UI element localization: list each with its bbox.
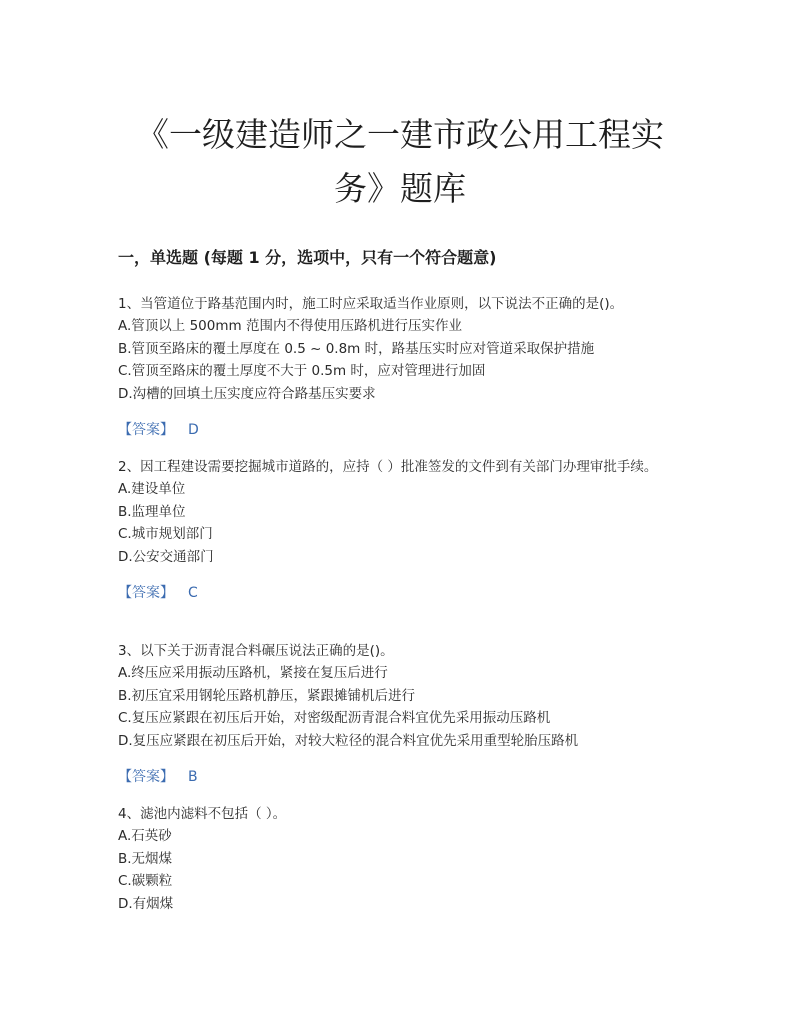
question-4 <box>118 803 688 915</box>
answer-line <box>118 582 688 604</box>
option-b: B.监理单位 <box>118 503 186 520</box>
document-title <box>100 108 700 216</box>
option-c: C.复压应紧跟在初压后开始，对密级配沥青混合料宜优先采用振动压路机 <box>118 710 551 726</box>
answer-value: B <box>188 769 198 785</box>
question-stem: 2、因工程建设需要挖掘城市道路的，应持（ ）批准签发的文件到有关部门办理审批手续。 <box>118 459 658 475</box>
answer-line <box>118 419 688 441</box>
section-heading: 一，单选题 (每题 1 分，选项中，只有一个符合题意) <box>118 248 497 267</box>
question-stem: 4、滤池内滤料不包括（ ）。 <box>118 806 287 822</box>
question-3 <box>118 640 688 788</box>
option-c: C.碳颗粒 <box>118 873 173 889</box>
answer-value: C <box>188 585 198 601</box>
option-a: A.建设单位 <box>118 481 186 497</box>
option-c: C.管顶至路床的覆土厚度不大于 0.5m 时，应对管理进行加固 <box>118 363 486 379</box>
answer-line <box>118 766 688 788</box>
question-1 <box>118 293 688 441</box>
answer-label: 【答案】 <box>118 769 174 785</box>
question-2 <box>118 456 688 604</box>
title-line-1: 《一级建造师之一建市政公用工程实 <box>136 115 664 154</box>
question-stem: 1、当管道位于路基范围内时，施工时应采取适当作业原则，以下说法不正确的是()。 <box>118 296 624 312</box>
option-d: D.公安交通部门 <box>118 548 214 565</box>
option-a: A.管顶以上 500mm 范围内不得使用压路机进行压实作业 <box>118 318 462 334</box>
option-d: D.有烟煤 <box>118 895 174 912</box>
answer-value: D <box>188 422 199 438</box>
option-d: D.复压应紧跟在初压后开始，对较大粒径的混合料宜优先采用重型轮胎压路机 <box>118 732 579 749</box>
answer-label: 【答案】 <box>118 422 174 438</box>
option-b: B.无烟煤 <box>118 850 173 867</box>
option-b: B.初压宜采用钢轮压路机静压，紧跟摊铺机后进行 <box>118 687 416 704</box>
question-stem: 3、以下关于沥青混合料碾压说法正确的是()。 <box>118 643 394 659</box>
option-c: C.城市规划部门 <box>118 526 213 542</box>
title-line-2: 务》题库 <box>334 169 466 208</box>
answer-label: 【答案】 <box>118 585 174 601</box>
option-d: D.沟槽的回填土压实度应符合路基压实要求 <box>118 385 376 402</box>
option-b: B.管顶至路床的覆土厚度在 0.5 ~ 0.8m 时，路基压实时应对管道采取保护措施 <box>118 340 595 357</box>
option-a: A.石英砂 <box>118 828 172 844</box>
option-a: A.终压应采用振动压路机，紧接在复压后进行 <box>118 665 388 681</box>
